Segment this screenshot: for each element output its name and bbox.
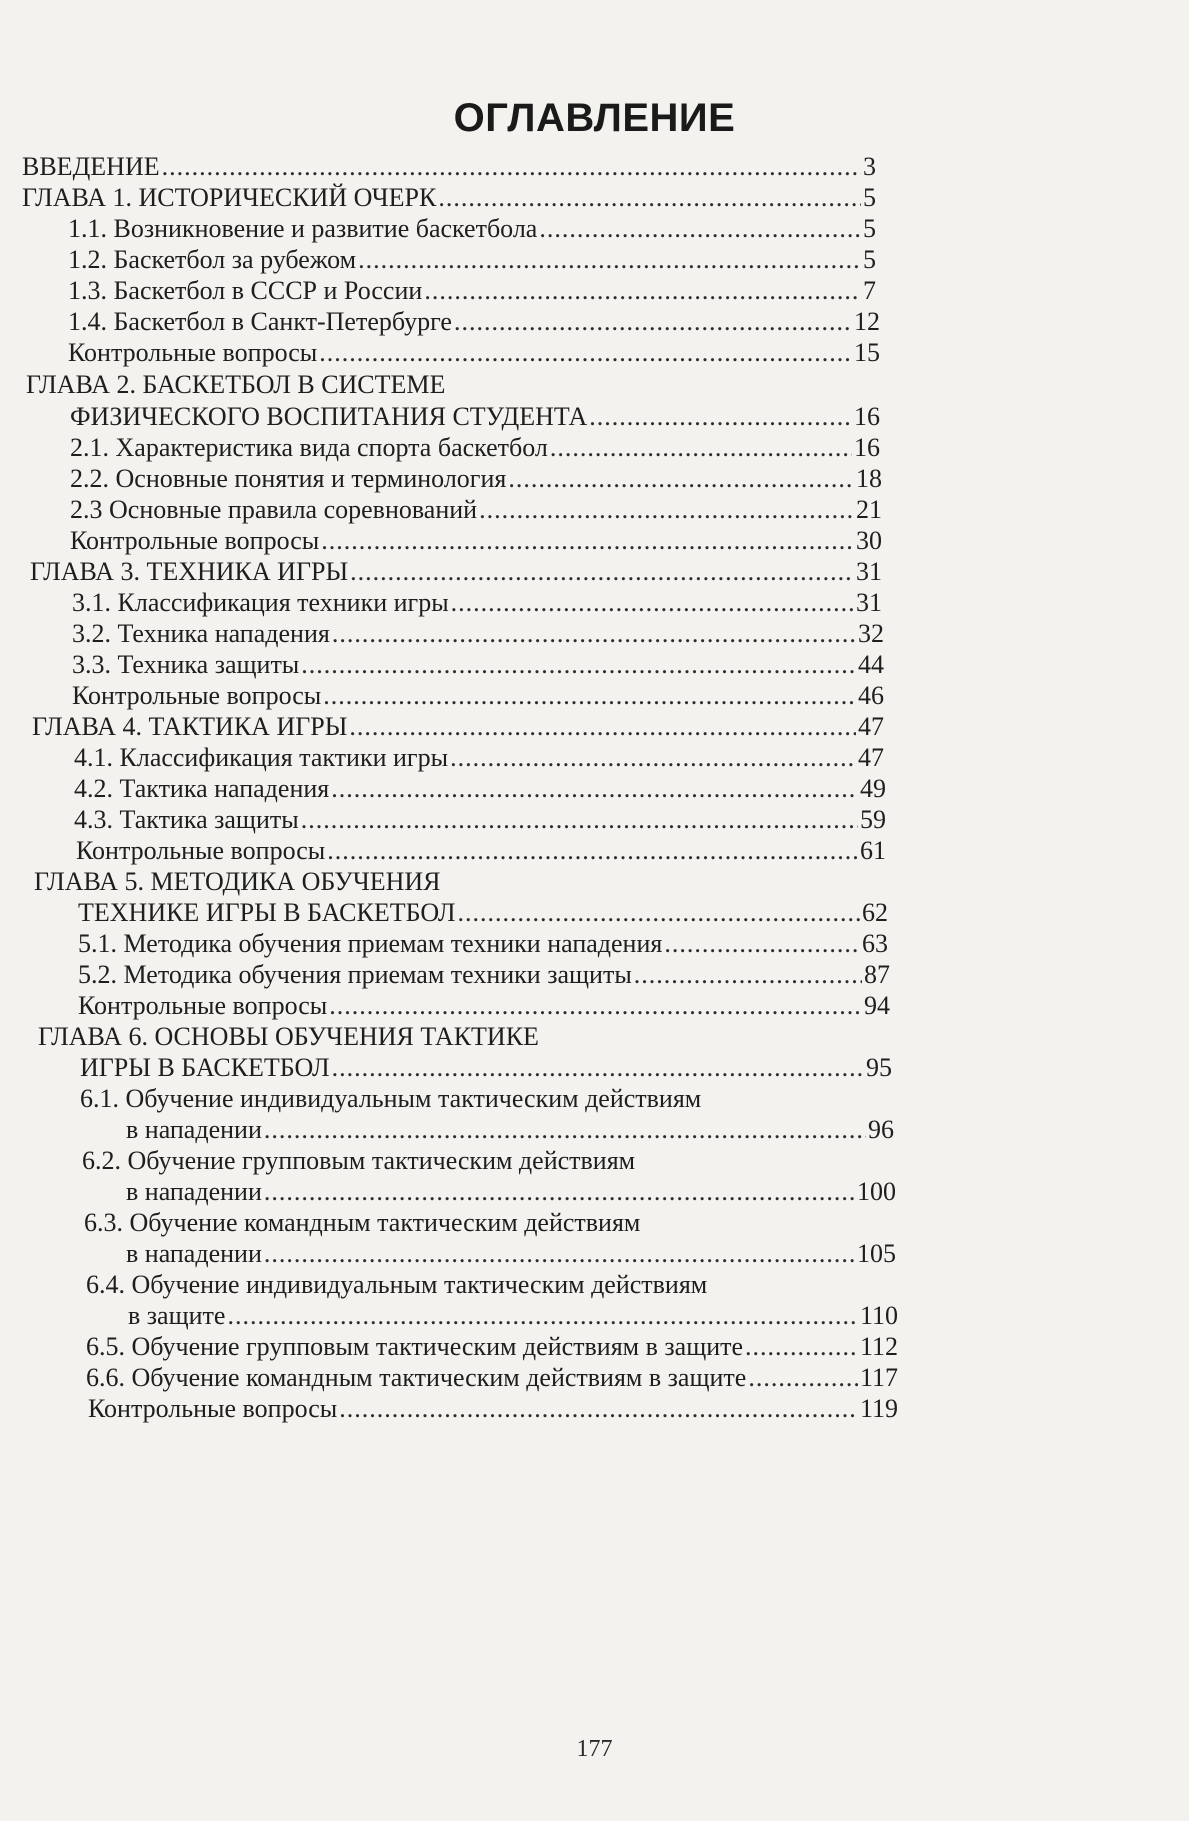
toc-leader-dots bbox=[457, 898, 860, 928]
toc-entry-page: 5 bbox=[863, 183, 876, 212]
toc-entry-text: 2.2. Основные понятия и терминология bbox=[70, 464, 507, 493]
toc-entry-page: 47 bbox=[858, 712, 884, 741]
toc-entry bbox=[68, 276, 876, 306]
toc-entry-page: 46 bbox=[858, 681, 884, 710]
toc-entry-page: 3 bbox=[863, 152, 876, 181]
toc-entry-text: 4.1. Классификация тактики игры bbox=[74, 743, 449, 772]
toc-entry-text: Контрольные вопросы bbox=[68, 338, 318, 367]
toc-entry-text: ГЛАВА 3. ТЕХНИКА ИГРЫ bbox=[30, 557, 349, 586]
toc-entry bbox=[22, 183, 876, 213]
toc-entry bbox=[128, 1301, 898, 1331]
toc-entry-text: 3.3. Техника защиты bbox=[72, 650, 300, 679]
toc-entry bbox=[68, 307, 880, 337]
toc-entry-text: 1.3. Баскетбол в СССР и России bbox=[68, 276, 423, 305]
page-number: 177 bbox=[576, 1736, 613, 1762]
toc-entry-page: 32 bbox=[858, 619, 884, 648]
toc-entry bbox=[68, 245, 876, 275]
toc-entry-text: 1.4. Баскетбол в Санкт-Петербурге bbox=[68, 307, 452, 336]
toc-entry-text: 1.1. Возникновение и развитие баскетбола bbox=[68, 214, 538, 243]
toc-leader-dots bbox=[508, 464, 854, 494]
toc-entry bbox=[126, 1177, 896, 1207]
toc-entry bbox=[72, 619, 884, 649]
toc-leader-dots bbox=[331, 774, 858, 804]
toc-section-heading: 6.4. Обучение индивидуальным тактическим действиям bbox=[86, 1270, 708, 1299]
toc-entry-page: 31 bbox=[856, 557, 882, 586]
toc-leader-dots bbox=[301, 805, 858, 835]
toc-chapter-heading: ГЛАВА 5. МЕТОДИКА ОБУЧЕНИЯ bbox=[34, 867, 441, 896]
toc-entry bbox=[74, 743, 884, 773]
toc-entry bbox=[22, 152, 876, 182]
toc-entry-text: 5.2. Методика обучения приемам техники защиты bbox=[78, 960, 632, 989]
toc-leader-dots bbox=[350, 557, 854, 587]
toc-entry-page: 5 bbox=[863, 245, 876, 274]
toc-entry bbox=[72, 588, 882, 618]
toc-entry bbox=[68, 214, 876, 244]
toc-entry bbox=[86, 1332, 898, 1362]
page-title: ОГЛАВЛЕНИЕ bbox=[453, 96, 736, 140]
toc-section-heading: 6.2. Обучение групповым тактическим действиям bbox=[82, 1146, 636, 1175]
toc-leader-dots bbox=[479, 495, 854, 525]
toc-entry-page: 49 bbox=[860, 774, 886, 803]
toc-entry-page: 96 bbox=[868, 1115, 894, 1144]
toc-leader-dots bbox=[321, 526, 854, 556]
toc-entry-text: Контрольные вопросы bbox=[70, 526, 320, 555]
toc-leader-dots bbox=[264, 1115, 866, 1145]
toc-leader-dots bbox=[162, 152, 861, 182]
toc-entry bbox=[86, 1363, 898, 1393]
toc-entry-page: 110 bbox=[859, 1301, 898, 1330]
toc-entry-text: ГЛАВА 1. ИСТОРИЧЕСКИЙ ОЧЕРК bbox=[22, 183, 437, 212]
toc-entry-page: 16 bbox=[854, 433, 880, 462]
toc-entry-text: ИГРЫ В БАСКЕТБОЛ bbox=[80, 1053, 330, 1082]
toc-leader-dots bbox=[450, 743, 856, 773]
toc-entry-page: 16 bbox=[854, 402, 880, 431]
toc-entry-text: 3.1. Классификация техники игры bbox=[72, 588, 449, 617]
toc-leader-dots bbox=[349, 712, 856, 742]
toc-entry bbox=[74, 774, 886, 804]
toc-entry-text: Контрольные вопросы bbox=[76, 836, 326, 865]
toc-entry-page: 47 bbox=[858, 743, 884, 772]
toc-entry bbox=[78, 898, 888, 928]
toc-entry bbox=[30, 557, 882, 587]
toc-leader-dots bbox=[327, 836, 858, 866]
toc-entry bbox=[80, 1053, 892, 1083]
toc-section-heading: 6.1. Обучение индивидуальным тактическим действиям bbox=[80, 1084, 702, 1113]
toc-entry bbox=[78, 960, 890, 990]
toc-leader-dots bbox=[323, 681, 856, 711]
toc-entry-text: Контрольные вопросы bbox=[88, 1394, 338, 1423]
toc-leader-dots bbox=[748, 1363, 858, 1393]
toc-entry-text: 2.1. Характеристика вида спорта баскетбол bbox=[70, 433, 548, 462]
toc-leader-dots bbox=[664, 929, 860, 959]
toc-leader-dots bbox=[451, 588, 854, 618]
toc-entry bbox=[68, 338, 880, 368]
toc-entry-page: 117 bbox=[859, 1363, 898, 1392]
toc-entry-page: 119 bbox=[859, 1394, 898, 1423]
toc-entry bbox=[126, 1115, 894, 1145]
toc-entry-page: 63 bbox=[862, 929, 888, 958]
toc-entry-text: Контрольные вопросы bbox=[72, 681, 322, 710]
toc-leader-dots bbox=[319, 338, 852, 368]
toc-entry-page: 100 bbox=[857, 1177, 896, 1206]
toc-entry-page: 44 bbox=[858, 650, 884, 679]
toc-entry bbox=[70, 402, 880, 432]
toc-entry bbox=[72, 681, 884, 711]
toc-entry-page: 94 bbox=[864, 991, 890, 1020]
toc-leader-dots bbox=[264, 1239, 855, 1269]
toc-leader-dots bbox=[329, 991, 862, 1021]
toc-leader-dots bbox=[634, 960, 862, 990]
toc-entry bbox=[70, 495, 882, 525]
toc-entry-page: 12 bbox=[854, 307, 880, 336]
toc-entry-page: 62 bbox=[862, 898, 888, 927]
toc-entry-text: 3.2. Техника нападения bbox=[72, 619, 330, 648]
toc-chapter-heading: ГЛАВА 2. БАСКЕТБОЛ В СИСТЕМЕ bbox=[26, 370, 446, 399]
toc-leader-dots bbox=[438, 183, 861, 213]
toc-entry-text: 2.3 Основные правила соревнований bbox=[70, 495, 478, 524]
toc-entry-text: ВВЕДЕНИЕ bbox=[22, 152, 160, 181]
toc-entry-text: в нападении bbox=[126, 1239, 262, 1268]
toc-leader-dots bbox=[301, 650, 856, 680]
toc-entry bbox=[32, 712, 884, 742]
toc-entry-text: 4.3. Тактика защиты bbox=[74, 805, 299, 834]
toc-entry-text: ФИЗИЧЕСКОГО ВОСПИТАНИЯ СТУДЕНТА bbox=[70, 402, 588, 431]
toc-entry-page: 5 bbox=[863, 214, 876, 243]
toc-leader-dots bbox=[424, 276, 861, 306]
toc-entry-page: 7 bbox=[863, 276, 876, 305]
toc-entry bbox=[78, 991, 890, 1021]
toc-leader-dots bbox=[454, 307, 852, 337]
toc-entry bbox=[76, 836, 886, 866]
toc-entry-page: 31 bbox=[856, 588, 882, 617]
toc-entry bbox=[70, 433, 880, 463]
toc-entry bbox=[70, 464, 882, 494]
toc-leader-dots bbox=[227, 1301, 858, 1331]
toc-leader-dots bbox=[589, 402, 852, 432]
toc-entry-page: 105 bbox=[857, 1239, 896, 1268]
toc-entry bbox=[72, 650, 884, 680]
toc-entry bbox=[78, 929, 888, 959]
toc-leader-dots bbox=[539, 214, 861, 244]
toc-entry-text: Контрольные вопросы bbox=[78, 991, 328, 1020]
toc-chapter-heading: ГЛАВА 6. ОСНОВЫ ОБУЧЕНИЯ ТАКТИКЕ bbox=[38, 1022, 539, 1051]
toc-leader-dots bbox=[264, 1177, 855, 1207]
toc-leader-dots bbox=[332, 619, 856, 649]
toc-entry bbox=[74, 805, 886, 835]
toc-entry-page: 59 bbox=[860, 805, 886, 834]
toc-entry-text: 6.5. Обучение групповым тактическим действиям в защите bbox=[86, 1332, 744, 1361]
toc-entry-page: 61 bbox=[860, 836, 886, 865]
toc-leader-dots bbox=[745, 1332, 858, 1362]
toc-leader-dots bbox=[550, 433, 852, 463]
toc-entry-page: 18 bbox=[856, 464, 882, 493]
toc-entry-page: 21 bbox=[856, 495, 882, 524]
toc-entry-text: ГЛАВА 4. ТАКТИКА ИГРЫ bbox=[32, 712, 348, 741]
toc-entry-page: 15 bbox=[854, 338, 880, 367]
toc-leader-dots bbox=[332, 1053, 864, 1083]
toc-entry-text: 5.1. Методика обучения приемам техники нападения bbox=[78, 929, 663, 958]
toc-entry-text: ТЕХНИКЕ ИГРЫ В БАСКЕТБОЛ bbox=[78, 898, 456, 927]
toc-entry bbox=[88, 1394, 898, 1424]
toc-entry-text: 4.2. Тактика нападения bbox=[74, 774, 330, 803]
toc-leader-dots bbox=[339, 1394, 858, 1424]
toc-leader-dots bbox=[358, 245, 861, 275]
toc-entry-page: 87 bbox=[864, 960, 890, 989]
toc-entry bbox=[70, 526, 882, 556]
toc-entry-text: 1.2. Баскетбол за рубежом bbox=[68, 245, 357, 274]
toc-entry-page: 112 bbox=[859, 1332, 898, 1361]
toc-entry-text: в защите bbox=[128, 1301, 226, 1330]
toc-section-heading: 6.3. Обучение командным тактическим действиям bbox=[84, 1208, 641, 1237]
toc-entry-page: 95 bbox=[866, 1053, 892, 1082]
toc-entry-page: 30 bbox=[856, 526, 882, 555]
toc-entry bbox=[126, 1239, 896, 1269]
toc-entry-text: в нападении bbox=[126, 1115, 262, 1144]
toc-entry-text: 6.6. Обучение командным тактическим действиям в защите bbox=[86, 1363, 747, 1392]
toc-entry-text: в нападении bbox=[126, 1177, 262, 1206]
